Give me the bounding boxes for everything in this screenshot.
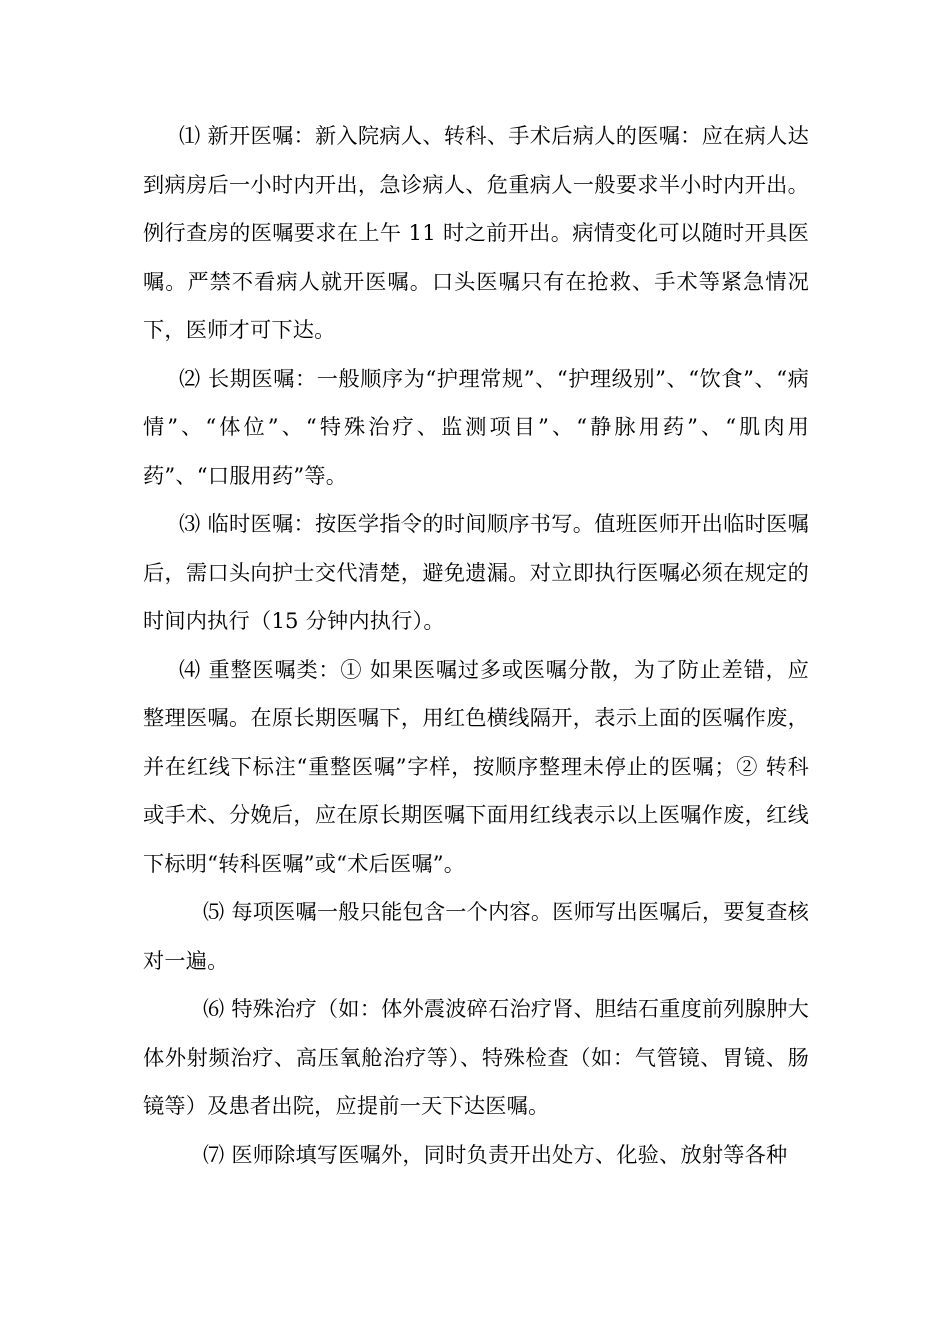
paragraph-special-treatment: ⑹ 特殊治疗（如：体外震波碎石治疗肾、胆结石重度前列腺肿大体外射频治疗、高压氧舱治疗等）、特殊检查（如：气管镜、胃镜、肠镜等）及患者出院，应提前一天下达医嘱。 bbox=[143, 996, 809, 1118]
paragraph-temporary-orders: ⑶ 临时医嘱：按医学指令的时间顺序书写。值班医师开出临时医嘱后，需口头向护士交代清楚，避免遗漏。对立即执行医嘱必须在规定的时间内执行（15 分钟内执行）。 bbox=[143, 511, 809, 633]
paragraph-other-duties: ⑺ 医师除填写医嘱外，同时负责开出处方、化验、放射等各种 bbox=[203, 1141, 788, 1167]
paragraph-reorganize-orders: ⑷ 重整医嘱类：① 如果医嘱过多或医嘱分散，为了防止差错，应整理医嘱。在原长期医嘱下，用红色横线隔开，表示上面的医嘱作废，并在红线下标注“重整医嘱”字样，按顺序整理未停止的医嘱；② 转科或手术、分娩后，应在原长期医嘱下面用红线表示以上医嘱作废，红线下标明“转科医嘱”或“术后医嘱”。 bbox=[143, 656, 809, 876]
paragraph-single-content: ⑸ 每项医嘱一般只能包含一个内容。医师写出医嘱后，要复查核对一遍。 bbox=[143, 899, 809, 973]
paragraph-long-term-orders: ⑵ 长期医嘱：一般顺序为“护理常规”、“护理级别”、“饮食”、“病情”、“体位”、“特殊治疗、监测项目”、“静脉用药”、“肌肉用药”、“口服用药”等。 bbox=[143, 365, 809, 488]
paragraph-new-orders: ⑴ 新开医嘱：新入院病人、转科、手术后病人的医嘱：应在病人达到病房后一小时内开出，急诊病人、危重病人一般要求半小时内开出。例行查房的医嘱要求在上午 11 时之前开出。病情变化可以随时开具医嘱。严禁不看病人就开医嘱。口头医嘱只有在抢救、手术等紧急情况下，医师才可下达。 bbox=[143, 123, 809, 342]
document-body bbox=[143, 112, 809, 1179]
